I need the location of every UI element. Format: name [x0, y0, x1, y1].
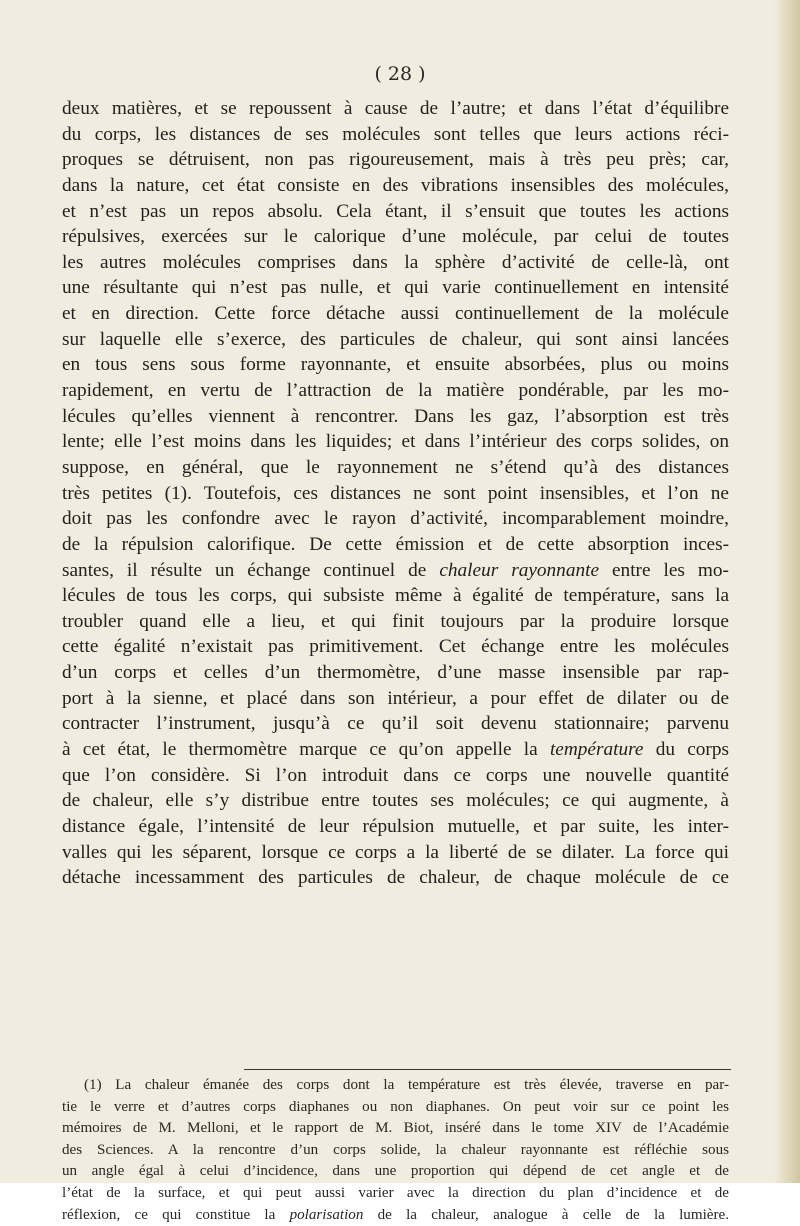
text-line: deux matières, et se repoussent à cause de l’autre; et dans l’état d’équilibre — [62, 98, 729, 119]
main-paragraph — [62, 96, 729, 891]
text-line: et n’est pas un repos absolu. Cela étant, il s’ensuit que toutes les actions — [62, 200, 729, 222]
text-line: les autres molécules comprises dans la sphère d’activité de celle-là, ont — [62, 251, 729, 273]
text-line: troubler quand elle a lieu, et qui finit toujours par la produire lorsque — [62, 610, 729, 632]
text-line: suppose, en général, que le rayonnement ne s’étend qu’à des distances — [62, 456, 729, 478]
text-line: répulsives, exercées sur le calorique d’une molécule, par celui de toutes — [62, 226, 729, 248]
text-line: de la répulsion calorifique. De cette émission et de cette absorption inces- — [62, 533, 729, 555]
text-line: lécules qu’elles viennent à rencontrer. Dans les gaz, l’absorption est très — [62, 405, 729, 427]
text-line: lécules de tous les corps, qui subsiste même à égalité de température, sans la — [62, 585, 729, 607]
text-line: santes, il résulte un échange continuel de chaleur rayonnante entre les mo- — [62, 559, 729, 581]
text-line: cette égalité n’existait pas primitivement. Cet échange entre les molécules — [62, 636, 729, 658]
text-line: port à la sienne, et placé dans son intérieur, a pour effet de dilater ou de — [62, 687, 729, 709]
text-line: que l’on considère. Si l’on introduit dans ce corps une nouvelle quantité — [62, 764, 729, 786]
text-line: d’un corps et celles d’un thermomètre, d’une masse insensible par rap- — [62, 662, 729, 684]
footnote-line: l’état de la surface, et qui peut aussi varier avec la direction du plan d’incidence et de — [62, 1184, 729, 1201]
text-line: contracter l’instrument, jusqu’à ce qu’il soit devenu stationnaire; parvenu — [62, 713, 729, 735]
footnote-separator — [244, 1069, 731, 1070]
text-line: valles qui les séparent, lorsque ce corps a la liberté de se dilater. La force qui — [62, 841, 729, 863]
text-line: de chaleur, elle s’y distribue entre toutes ses molécules; ce qui augmente, à — [62, 790, 729, 812]
footnote-line: mémoires de M. Melloni, et le rapport de M. Biot, inséré dans le tome XIV de l’Académie — [62, 1120, 729, 1137]
text-line: très petites (1). Toutefois, ces distances ne sont point insensibles, et l’on ne — [62, 482, 729, 504]
text-line: en tous sens sous forme rayonnante, et ensuite absorbées, plus ou moins — [62, 354, 729, 376]
page-edge-shading — [774, 0, 800, 1183]
text-line: détache incessamment des particules de chaleur, de chaque molécule de ce — [62, 867, 729, 889]
text-line: une résultante qui n’est pas nulle, et qui varie continuellement en intensité — [62, 277, 729, 299]
text-line: proques se détruisent, non pas rigoureusement, mais à très peu près; car, — [62, 149, 729, 171]
page-number: ( 28 ) — [374, 63, 426, 85]
footnote — [62, 1075, 729, 1226]
footnote-line: (1) La chaleur émanée des corps dont la température est très élevée, traverse en par- — [84, 1077, 729, 1093]
text-line: sur laquelle elle s’exerce, des particules de chaleur, qui sont ainsi lancées — [62, 328, 729, 350]
text-line: dans la nature, cet état consiste en des vibrations insensibles des molécules, — [62, 174, 729, 196]
footnote-line: réflexion, ce qui constitue la polarisation de la chaleur, analogue à celle de la lumière. — [62, 1206, 729, 1223]
footnote-line: tie le verre et d’autres corps diaphanes ou non diaphanes. On peut voir sur ce point les — [62, 1098, 729, 1115]
text-line: distance égale, l’intensité de leur répulsion mutuelle, et par suite, les inter- — [62, 815, 729, 837]
text-line: rapidement, en vertu de l’attraction de la matière pondérable, par les mo- — [62, 380, 729, 402]
text-line: doit pas les confondre avec le rayon d’activité, incomparablement moindre, — [62, 508, 729, 530]
text-line: du corps, les distances de ses molécules sont telles que leurs actions réci- — [62, 123, 729, 145]
text-line: et en direction. Cette force détache aussi continuellement de la molécule — [62, 303, 729, 325]
footnote-line: un angle égal à celui d’incidence, dans une proportion qui dépend de cet angle et de — [62, 1163, 729, 1180]
text-line: lente; elle l’est moins dans les liquides; et dans l’intérieur des corps solides, on — [62, 431, 729, 453]
footnote-line: des Sciences. A la rencontre d’un corps solide, la chaleur rayonnante est réfléchie sous — [62, 1141, 729, 1158]
text-line: à cet état, le thermomètre marque ce qu’on appelle la température du corps — [62, 739, 729, 761]
